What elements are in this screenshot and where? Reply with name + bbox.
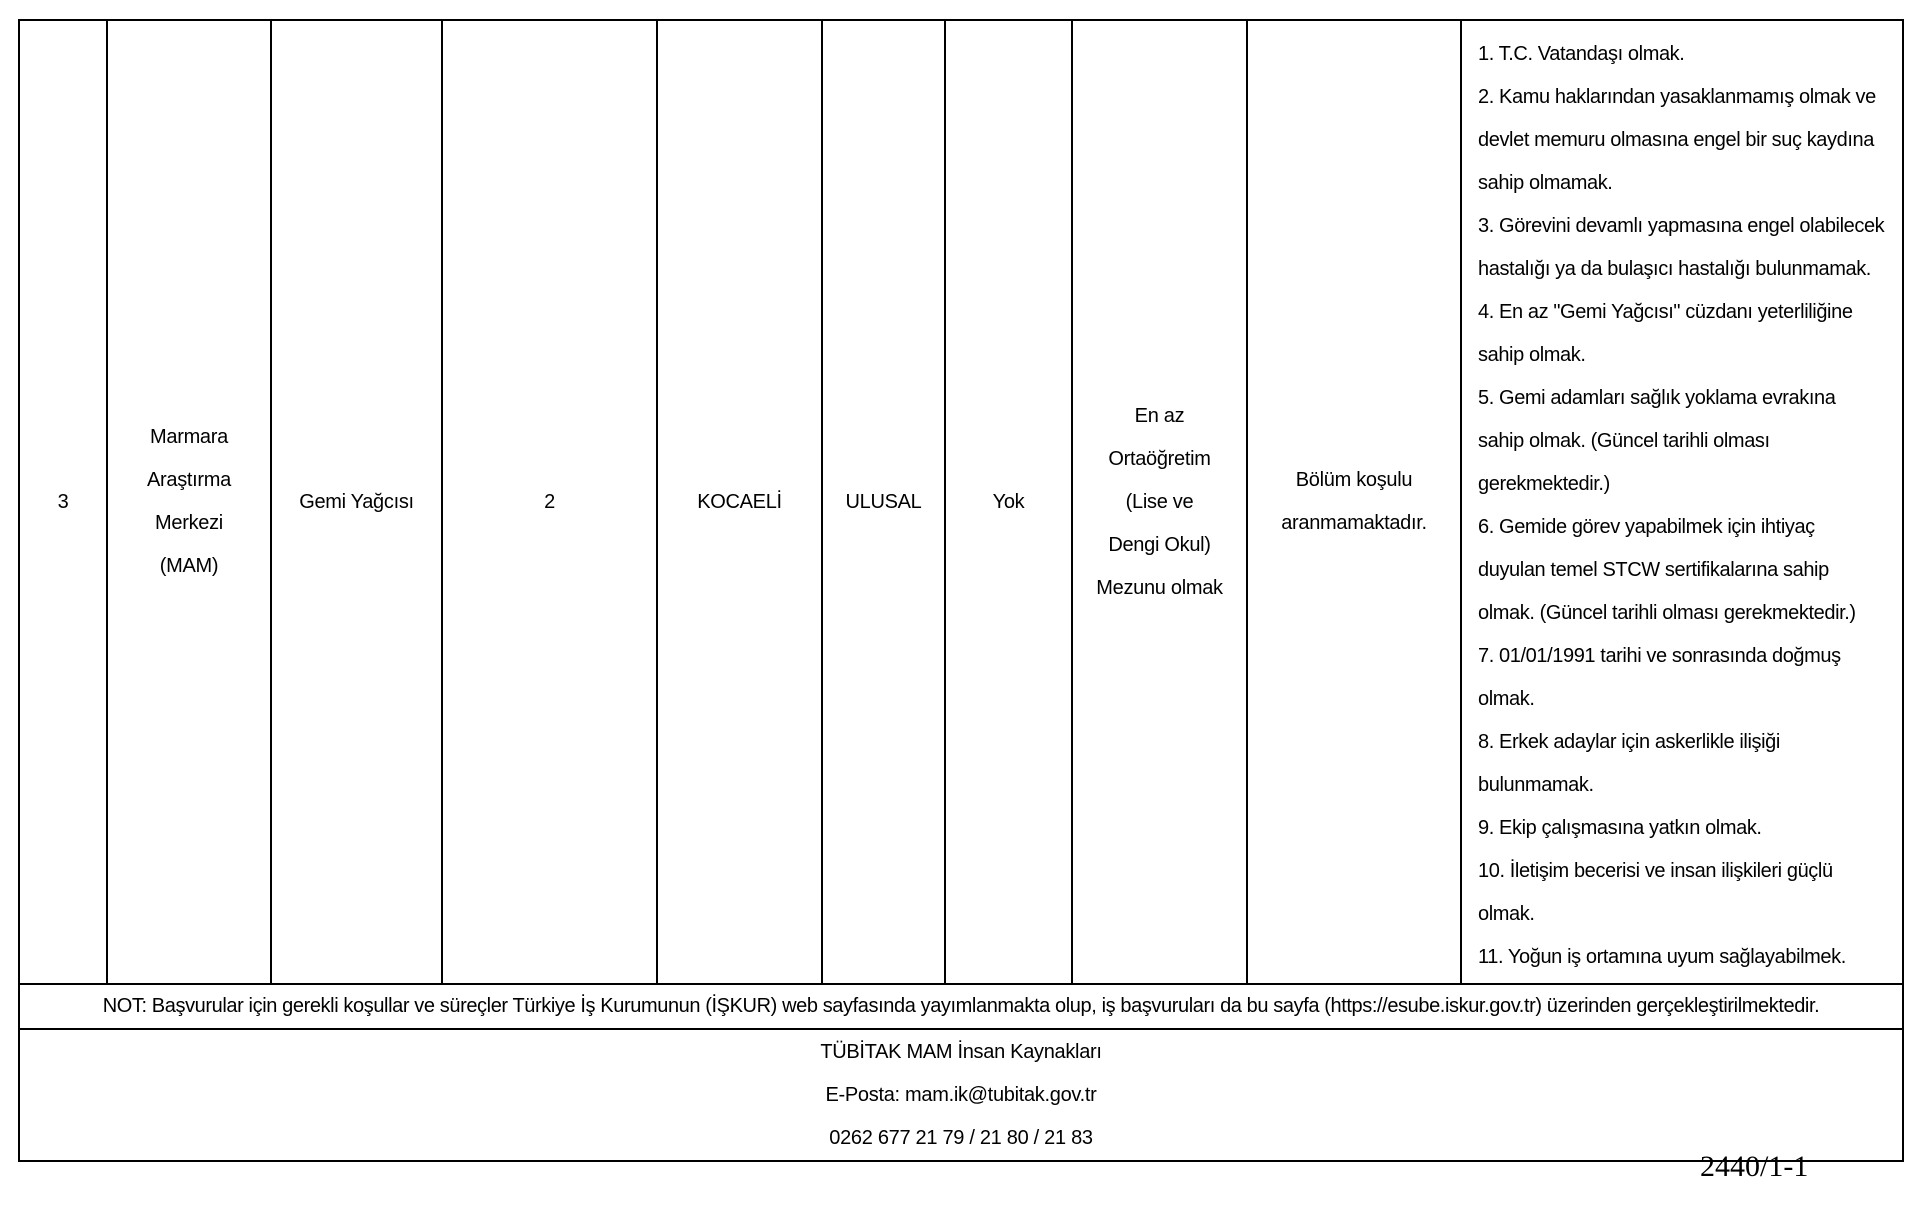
education-line: Ortaöğretim bbox=[1108, 447, 1211, 470]
condition-line: 6. Gemide görev yapabilmek için ihtiyaç bbox=[1478, 516, 1815, 538]
condition-line: 5. Gemi adamları sağlık yoklama evrakına bbox=[1478, 387, 1836, 409]
condition-line: devlet memuru olmasına engel bir suç kaydına bbox=[1478, 129, 1874, 151]
condition-line: 2. Kamu haklarından yasaklanmamış olmak ve bbox=[1478, 86, 1876, 108]
unit-line: Araştırma bbox=[147, 469, 231, 491]
contact-email: E-Posta: mam.ik@tubitak.gov.tr bbox=[825, 1083, 1097, 1106]
condition-line: 4. En az "Gemi Yağcısı" cüzdanı yeterliliğine bbox=[1478, 301, 1853, 323]
condition-line: gerekmektedir.) bbox=[1478, 473, 1610, 495]
condition-line: sahip olmak. (Güncel tarihli olması bbox=[1478, 430, 1770, 452]
education-line: Dengi Okul) bbox=[1108, 533, 1211, 556]
education-line: En az bbox=[1134, 404, 1185, 427]
unit-line: (MAM) bbox=[159, 555, 219, 577]
note-cell bbox=[19, 984, 1903, 1029]
department-line: Bölüm koşulu bbox=[1295, 469, 1413, 491]
condition-line: 10. İletişim becerisi ve insan ilişkileri güçlü bbox=[1478, 860, 1833, 882]
education-cell bbox=[1072, 20, 1247, 984]
contact-row bbox=[19, 1029, 1903, 1161]
condition-line: sahip olmak. bbox=[1478, 344, 1586, 366]
experience: Yok bbox=[992, 490, 1025, 513]
condition-line: sahip olmamak. bbox=[1478, 172, 1613, 194]
condition-line: 8. Erkek adaylar için askerlikle ilişiği bbox=[1478, 731, 1780, 753]
education-line: Mezunu olmak bbox=[1096, 576, 1223, 599]
row-number-cell bbox=[19, 20, 107, 984]
position-title: Gemi Yağcısı bbox=[299, 490, 414, 513]
unit-line: Merkezi bbox=[155, 512, 223, 534]
condition-line: olmak. bbox=[1478, 688, 1535, 710]
page-number: 2440/1-1 bbox=[1700, 1150, 1809, 1183]
count-cell bbox=[442, 20, 657, 984]
scope: ULUSAL bbox=[845, 490, 922, 513]
job-listing-table bbox=[18, 19, 1904, 1162]
location-cell bbox=[657, 20, 822, 984]
condition-line: hastalığı ya da bulaşıcı hastalığı bulunmamak. bbox=[1478, 258, 1871, 280]
condition-line: 1. T.C. Vatandaşı olmak. bbox=[1478, 43, 1685, 65]
condition-line: 11. Yoğun iş ortamına uyum sağlayabilmek. bbox=[1478, 946, 1846, 968]
application-note: NOT: Başvurular için gerekli koşullar ve süreçler Türkiye İş Kurumunun (İŞKUR) web sayfasında yayımlanmakta olup, iş başvuruları da bu sayfa (https://esube.iskur.gov.tr) üzerinden gerçekleştirilmektedir. bbox=[102, 995, 1820, 1017]
department-line: aranmamaktadır. bbox=[1281, 512, 1427, 534]
condition-line: bulunmamak. bbox=[1478, 774, 1594, 796]
scope-cell bbox=[822, 20, 945, 984]
position-count: 2 bbox=[544, 490, 555, 513]
unit-line: Marmara bbox=[150, 426, 228, 448]
condition-line: 3. Görevini devamlı yapmasına engel olabilecek bbox=[1478, 215, 1885, 237]
experience-cell bbox=[945, 20, 1072, 984]
location: KOCAELİ bbox=[697, 490, 782, 513]
condition-line: 7. 01/01/1991 tarihi ve sonrasında doğmuş bbox=[1478, 645, 1841, 667]
contact-phone: 0262 677 21 79 / 21 80 / 21 83 bbox=[829, 1126, 1093, 1149]
note-row bbox=[19, 984, 1903, 1029]
education-line: (Lise ve bbox=[1125, 490, 1194, 513]
conditions-cell bbox=[1461, 20, 1903, 984]
condition-line: 9. Ekip çalışmasına yatkın olmak. bbox=[1478, 817, 1762, 839]
contact-org: TÜBİTAK MAM İnsan Kaynakları bbox=[820, 1040, 1102, 1063]
unit-cell bbox=[107, 20, 271, 984]
condition-line: duyulan temel STCW sertifikalarına sahip bbox=[1478, 559, 1829, 581]
department-cell bbox=[1247, 20, 1461, 984]
contact-cell bbox=[19, 1029, 1903, 1161]
position-cell bbox=[271, 20, 442, 984]
table-row bbox=[19, 20, 1903, 984]
condition-line: olmak. (Güncel tarihli olması gerekmektedir.) bbox=[1478, 602, 1856, 624]
row-number: 3 bbox=[57, 490, 69, 513]
condition-line: olmak. bbox=[1478, 903, 1535, 925]
